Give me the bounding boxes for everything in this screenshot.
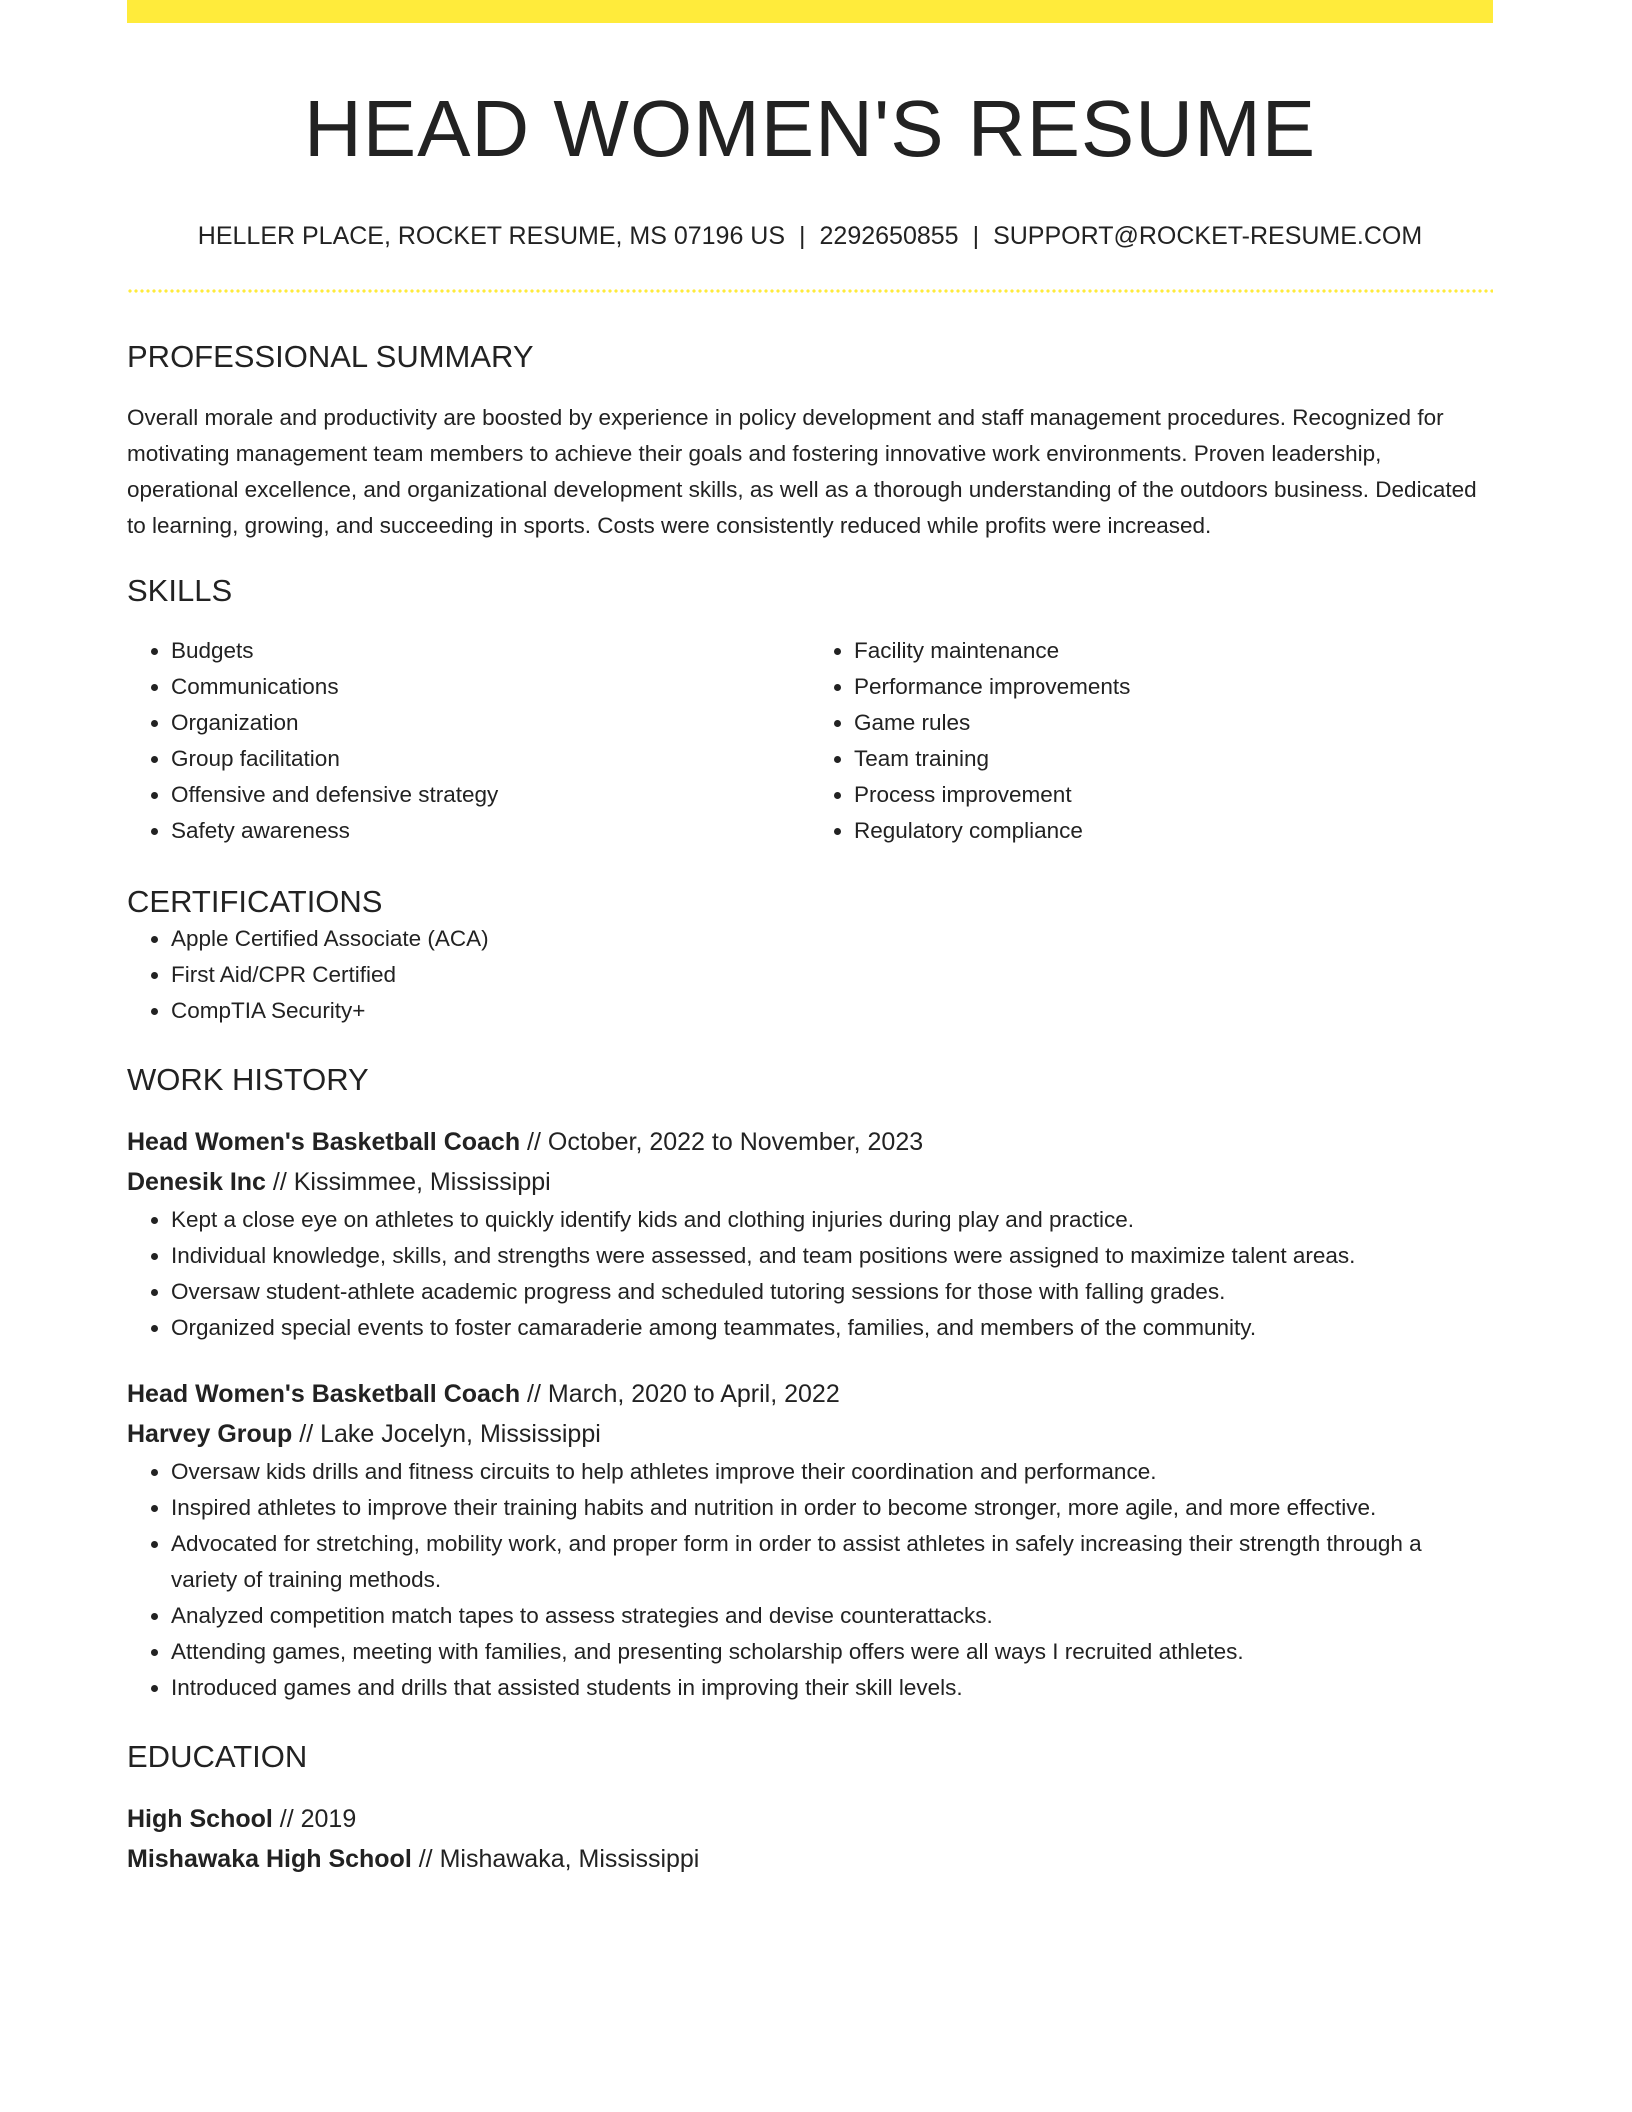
job-duty-item: • Inspired athletes to improve their training habits and nutrition in order to become stronger, more agile, and more effective. <box>171 1490 1493 1526</box>
skill-item: • Facility maintenance <box>854 633 1493 669</box>
job-company-line <box>127 1414 1493 1454</box>
job-dates: // October, 2022 to November, 2023 <box>520 1127 924 1156</box>
certification-item: • Apple Certified Associate (ACA) <box>171 921 1493 957</box>
job-duty-item: • Organized special events to foster camaraderie among teammates, families, and members of the community. <box>171 1310 1493 1346</box>
job-duty-item: • Attending games, meeting with families, and presenting scholarship offers were all ways I recruited athletes. <box>171 1634 1493 1670</box>
skill-item: • Team training <box>854 741 1493 777</box>
contact-separator: | <box>799 222 806 250</box>
education-degree: High School <box>127 1804 273 1833</box>
job-duties-list <box>127 1202 1493 1346</box>
education-entry <box>127 1799 1493 1879</box>
job-title-line <box>127 1374 1493 1414</box>
education-year: // 2019 <box>272 1804 357 1833</box>
job-duty-item: • Advocated for stretching, mobility work, and proper form in order to assist athletes in safely increasing their strength through a variety of training methods. <box>171 1526 1493 1598</box>
education-school: Mishawaka High School <box>127 1844 412 1873</box>
accent-top-bar <box>127 0 1493 23</box>
skill-item: • Group facilitation <box>171 741 810 777</box>
summary-heading: PROFESSIONAL SUMMARY <box>127 339 534 374</box>
skill-item: • Regulatory compliance <box>854 813 1493 849</box>
contact-separator: | <box>972 222 980 250</box>
job-company: Denesik Inc <box>127 1167 266 1196</box>
job-duty-item: • Analyzed competition match tapes to assess strategies and devise counterattacks. <box>171 1598 1493 1634</box>
job-entry <box>127 1122 1493 1346</box>
skill-item: • Communications <box>171 669 810 705</box>
education-school-line <box>127 1839 1493 1879</box>
certifications-heading: CERTIFICATIONS <box>127 884 383 920</box>
certification-item: • CompTIA Security+ <box>171 993 1493 1029</box>
education-heading: EDUCATION <box>127 1738 308 1774</box>
job-duty-item: • Introduced games and drills that assisted students in improving their skill levels. <box>171 1670 1493 1706</box>
contact-phone: 2292650855 <box>819 222 959 250</box>
job-duty-item: • Individual knowledge, skills, and strengths were assessed, and team positions were assigned to maximize talent areas. <box>171 1238 1493 1274</box>
dotted-divider <box>127 289 1493 293</box>
job-duties-list <box>127 1454 1493 1706</box>
contact-line <box>127 221 1493 251</box>
skills-list-left <box>127 633 810 849</box>
job-duty-item: • Kept a close eye on athletes to quickly identify kids and clothing injuries during play and practice. <box>171 1202 1493 1238</box>
education-location: // Mishawaka, Mississippi <box>411 1844 700 1873</box>
summary-text: Overall morale and productivity are boosted by experience in policy development and staff management procedures. Recognized for motivating management team members to achieve their goals and fostering innovative work environments. Proven leadership, operational excellence, and organizational development skills, as well as a thorough understanding of the outdoors business. Dedicated to learning, growing, and succeeding in sports. Costs were consistently reduced while profits were increased. <box>127 405 1477 539</box>
job-duty-item: • Oversaw student-athlete academic progress and scheduled tutoring sessions for those with falling grades. <box>171 1274 1493 1310</box>
skills-list-right <box>810 633 1493 849</box>
job-location: // Lake Jocelyn, Mississippi <box>292 1419 601 1448</box>
skill-item: • Budgets <box>171 633 810 669</box>
skill-item: • Process improvement <box>854 777 1493 813</box>
job-company-line <box>127 1162 1493 1202</box>
job-title-line <box>127 1122 1493 1162</box>
skill-item: • Performance improvements <box>854 669 1493 705</box>
contact-address: HELLER PLACE, ROCKET RESUME, MS 07196 US <box>197 222 786 250</box>
job-location: // Kissimmee, Mississippi <box>265 1167 551 1196</box>
skills-heading: SKILLS <box>127 573 233 609</box>
job-duty-item: • Oversaw kids drills and fitness circuits to help athletes improve their coordination and performance. <box>171 1454 1493 1490</box>
skill-item: • Offensive and defensive strategy <box>171 777 810 813</box>
certifications-list <box>127 921 1493 1029</box>
job-role: Head Women's Basketball Coach <box>127 1379 521 1408</box>
work-history-heading: WORK HISTORY <box>127 1061 369 1097</box>
skill-item: • Organization <box>171 705 810 741</box>
resume-page <box>127 0 1493 1879</box>
job-entry <box>127 1374 1493 1706</box>
resume-name: HEAD WOMEN'S RESUME <box>303 84 1317 173</box>
skill-item: • Game rules <box>854 705 1493 741</box>
job-dates: // March, 2020 to April, 2022 <box>520 1379 840 1408</box>
education-degree-line <box>127 1799 1493 1839</box>
certification-item: • First Aid/CPR Certified <box>171 957 1493 993</box>
skills-columns <box>127 633 1493 849</box>
job-role: Head Women's Basketball Coach <box>127 1127 521 1156</box>
contact-email[interactable]: SUPPORT@ROCKET-RESUME.COM <box>993 222 1423 250</box>
job-company: Harvey Group <box>127 1419 293 1448</box>
skill-item: • Safety awareness <box>171 813 810 849</box>
